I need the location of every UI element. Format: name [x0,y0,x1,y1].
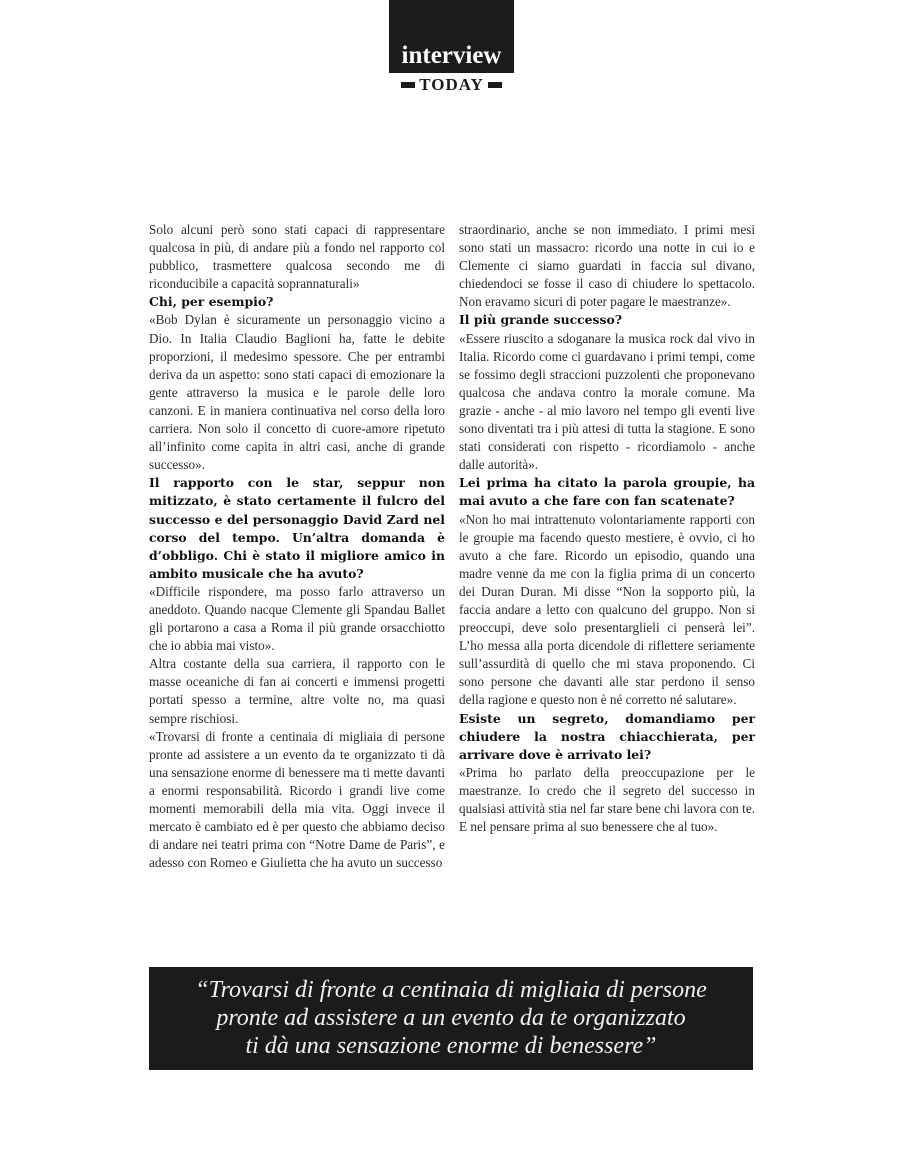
paragraph-question: Il più grande successo? [459,312,623,328]
article-column-left [149,221,445,872]
paragraph-answer: «Non ho mai intrattenuto volontariamente rapporti con le groupie ma facendo questo mestiere, è ovvio, ci ho avuto a che fare. Ricordo un episodio, quando una madre venne da me con la figlia prima di un concerto dei Duran Duran. Mi disse “Non la sopporto più, la faccia andare a letto con qualcuno del gruppo. Non si preoccupi, deve solo presentarglieli ci penserà lei”. L’ho messa alla porta dicendole di riflettere seriamente sull’assurdità di quello che mi stava proponendo. Ci sono persone che davanti alle star perdono il senso della ragione e questo non è né corretto né salutare». [459,511,755,708]
paragraph-answer: Altra costante della sua carriera, il rapporto con le masse oceaniche di fan ai concerti e immensi progetti portati spesso a termine, altre volte no, ma quasi sempre rischiosi. [149,656,445,726]
decorative-bar-left [401,82,415,88]
section-subtitle-text: TODAY [419,75,484,94]
pull-quote-line: pronte ad assistere a un evento da te organizzato [216,1005,686,1031]
article-column-right [459,221,755,836]
paragraph-answer: straordinario, anche se non immediato. I primi mesi sono stati un massacro: ricordo una notte in cui io e Clemente ci siamo guardati in faccia sul divano, chiedendoci se fosse il caso di chiudere lo spettacolo. Non eravamo sicuri di poter pagare le maestranze». [459,222,755,310]
pull-quote-line: ti dà una sensazione enorme di benessere” [245,1033,657,1059]
section-title: interview [401,42,502,69]
paragraph-question: Esiste un segreto, domandiamo per chiudere la nostra chiacchierata, per arrivare dove è arrivato lei? [459,710,755,762]
section-subtitle [389,75,514,95]
paragraph-answer: «Essere riuscito a sdoganare la musica rock dal vivo in Italia. Ricordo come ci guardavano i primi tempi, come se fossimo degli straccioni puzzolenti che proponevano qualcosa che andava contro la morale comune. Ma grazie - anche - al mio lavoro nel tempo gli eventi live sono diventati tra i più attesi di tutta la stagione. E sono stati considerati con rispetto - ricordiamolo - anche dalle autorità». [459,330,755,473]
pull-quote-line: “Trovarsi di fronte a centinaia di migliaia di persone [195,977,707,1003]
paragraph-answer: «Bob Dylan è sicuramente un personaggio vicino a Dio. In Italia Claudio Baglioni ha, fatte le debite proporzioni, il medesimo spessore. Che per entrambi deriva da un aspetto: sono stati capaci di emozionare la gente attraverso la musica e le parole delle loro canzoni. E in maniera continuativa nel corso della loro carriera. Non solo il concetto di cuore-amore ripetuto all’infinito come capita in altri casi, anche di grande successo». [149,312,445,473]
paragraph-answer: «Prima ho parlato della preoccupazione per le maestranze. Io credo che il segreto del successo in qualsiasi attività stia nel far stare bene chi lavora con te. E nel pensare prima al suo benessere che al tuo». [459,764,755,835]
paragraph-question: Chi, per esempio? [149,294,274,310]
decorative-bar-right [488,82,502,88]
paragraph-answer: Solo alcuni però sono stati capaci di rappresentare qualcosa in più, di andare più a fondo nel rapporto col pubblico, trasmettere qualcosa secondo me di riconducibile a capacità soprannaturali» [149,222,445,292]
pull-quote [149,967,753,1070]
paragraph-question: Il rapporto con le star, seppur non mitizzato, è stato certamente il fulcro del successo e del personaggio David Zard nel corso del tempo. Un’altra domanda è d’obbligo. Chi è stato il migliore amico in ambito musicale che ha avuto? [149,475,445,581]
paragraph-answer: «Trovarsi di fronte a centinaia di migliaia di persone pronte ad assistere a un evento da te organizzato ti dà una sensazione enorme di benessere ma ti mette davanti a enormi responsabilità. Ricordo i grandi live come momenti memorabili della mia vita. Oggi invece il mercato è cambiato ed è per questo che abbiamo deciso di andare nei teatri prima con “Notre Dame de Paris”, e adesso con Romeo e Giulietta che ha avuto un successo [149,728,445,871]
paragraph-question: Lei prima ha citato la parola groupie, ha mai avuto a che fare con fan scatenate? [459,475,755,509]
paragraph-answer: «Difficile rispondere, ma posso farlo attraverso un aneddoto. Quando nacque Clemente gli Spandau Ballet gli portarono a casa a Roma il più grande orsacchiotto che io abbia mai visto». [149,583,445,654]
